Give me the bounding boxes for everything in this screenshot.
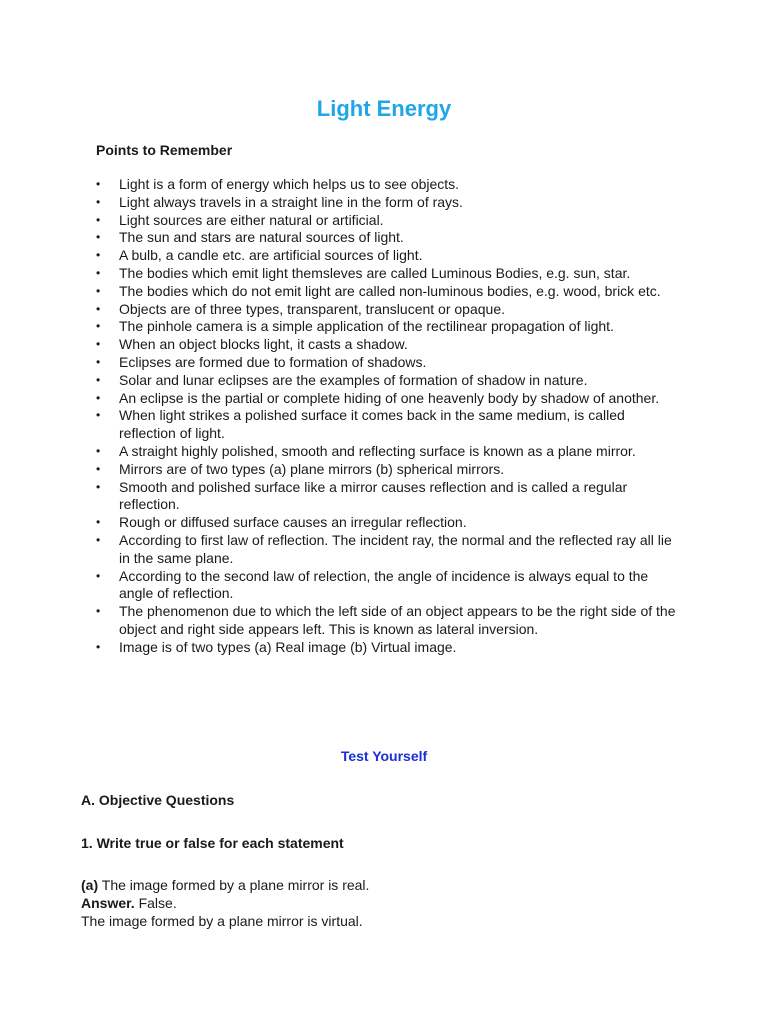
points-subheading: Points to Remember xyxy=(96,142,233,158)
list-item: • Objects are of three types, transparent, translucent or opaque. xyxy=(0,301,679,319)
question-a-text: The image formed by a plane mirror is real. xyxy=(101,877,370,893)
points-list xyxy=(0,176,768,657)
question-a-label: (a) xyxy=(81,877,99,893)
list-item: • According to the second law of relection, the angle of incidence is always equal to the angle of reflection. xyxy=(0,568,679,604)
list-item: • The pinhole camera is a simple application of the rectilinear propagation of light. xyxy=(0,318,679,336)
list-item: • The bodies which do not emit light are called non-luminous bodies, e.g. wood, brick etc. xyxy=(0,283,679,301)
list-item: • Rough or diffused surface causes an irregular reflection. xyxy=(0,514,679,532)
list-item: • Light is a form of energy which helps us to see objects. xyxy=(0,176,679,194)
answer-value: False. xyxy=(138,895,177,911)
list-item: • An eclipse is the partial or complete hiding of one heavenly body by shadow of another. xyxy=(0,390,679,408)
list-item: • A straight highly polished, smooth and reflecting surface is known as a plane mirror. xyxy=(0,443,679,461)
list-item: • The phenomenon due to which the left side of an object appears to be the right side of the object and right side appears left. This is known as lateral inversion. xyxy=(0,603,679,639)
answer-line xyxy=(81,894,369,912)
list-item: • Light sources are either natural or artificial. xyxy=(0,212,679,230)
list-item: • Eclipses are formed due to formation of shadows. xyxy=(0,354,679,372)
list-item: • When light strikes a polished surface it comes back in the same medium, is called reflection of light. xyxy=(0,407,679,443)
answer-explanation: The image formed by a plane mirror is virtual. xyxy=(81,913,363,929)
list-item: • The sun and stars are natural sources of light. xyxy=(0,229,679,247)
qa-block xyxy=(81,876,369,930)
list-item: • Smooth and polished surface like a mirror causes reflection and is called a regular reflection. xyxy=(0,479,679,515)
test-yourself-heading: Test Yourself xyxy=(340,748,428,764)
list-item: • Image is of two types (a) Real image (b) Virtual image. xyxy=(0,639,679,657)
list-item: • Light always travels in a straight line in the form of rays. xyxy=(0,194,679,212)
list-item: • Solar and lunar eclipses are the examples of formation of shadow in nature. xyxy=(0,372,679,390)
list-item: • When an object blocks light, it casts a shadow. xyxy=(0,336,679,354)
question-a xyxy=(81,876,369,894)
answer-label: Answer. xyxy=(81,895,135,911)
page-title: Light Energy xyxy=(316,96,452,121)
objective-questions-heading: A. Objective Questions xyxy=(81,792,235,808)
list-item: • The bodies which emit light themsleves are called Luminous Bodies, e.g. sun, star. xyxy=(0,265,679,283)
list-item: • A bulb, a candle etc. are artificial sources of light. xyxy=(0,247,679,265)
list-item: • Mirrors are of two types (a) plane mirrors (b) spherical mirrors. xyxy=(0,461,679,479)
question-1-heading: 1. Write true or false for each statement xyxy=(81,835,344,851)
list-item: • According to first law of reflection. The incident ray, the normal and the reflected ray all lie in the same plane. xyxy=(0,532,679,568)
